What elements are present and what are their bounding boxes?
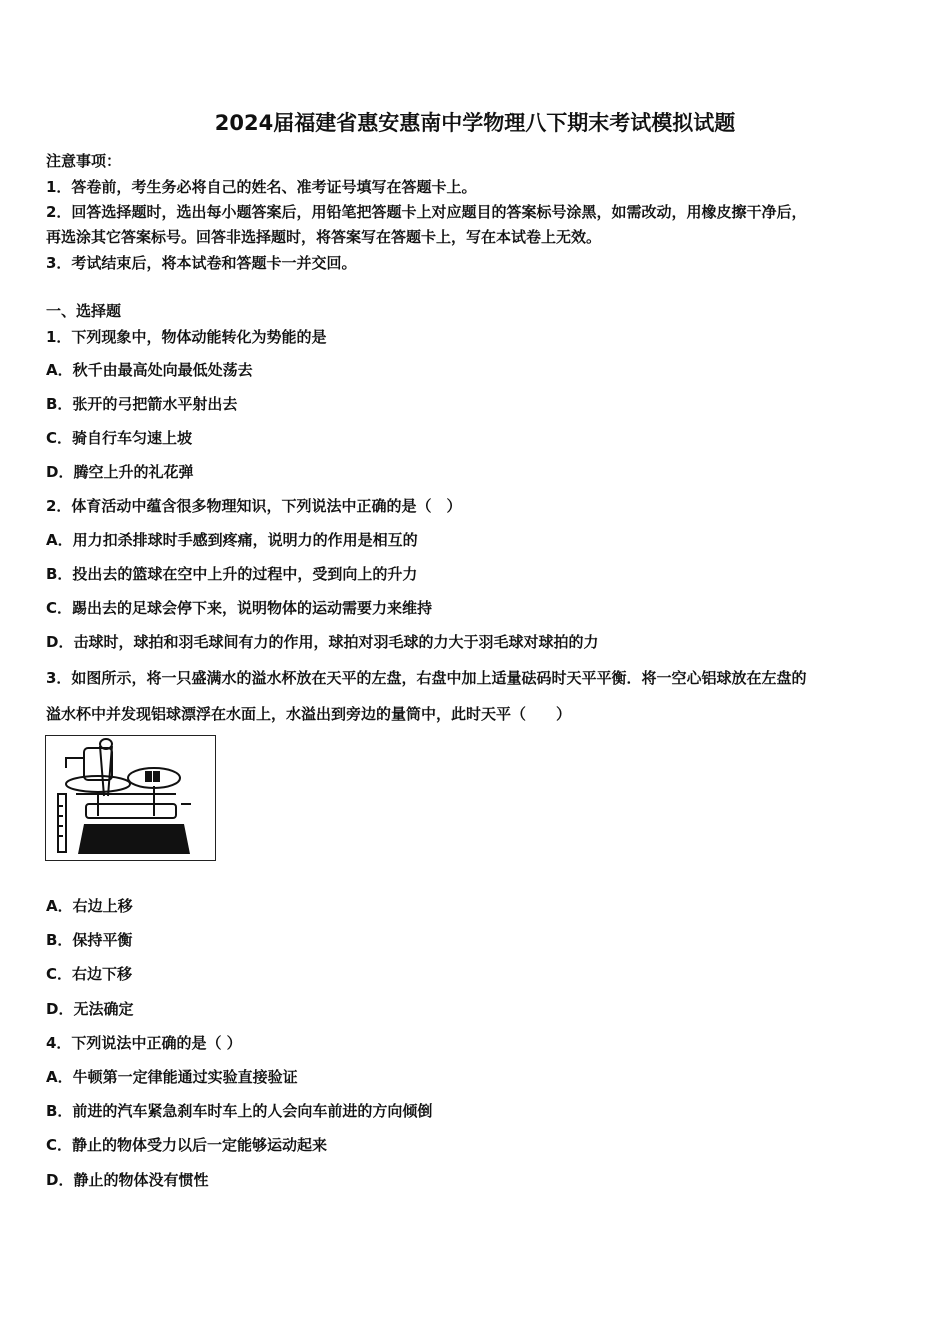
option: D．无法确定: [46, 1000, 134, 1018]
question-stem: 2．体育活动中蕴含很多物理知识，下列说法中正确的是（ ）: [46, 497, 462, 515]
balance-figure: [45, 735, 216, 861]
option: C．右边下移: [46, 965, 133, 983]
question-stem: 溢水杯中并发现铝球漂浮在水面上，水溢出到旁边的量筒中，此时天平（ ）: [46, 705, 572, 723]
option: D．静止的物体没有惯性: [46, 1171, 209, 1189]
notice-item: 1．答卷前，考生务必将自己的姓名、准考证号填写在答题卡上。: [46, 178, 477, 196]
option: D．击球时，球拍和羽毛球间有力的作用，球拍对羽毛球的力大于羽毛球对球拍的力: [46, 633, 599, 651]
option: A．秋千由最高处向最低处荡去: [46, 361, 253, 379]
option: B．投出去的篮球在空中上升的过程中，受到向上的升力: [46, 565, 418, 583]
question-stem: 4．下列说法中正确的是（ ）: [46, 1034, 242, 1052]
option: B．张开的弓把箭水平射出去: [46, 395, 238, 413]
document-title: 2024届福建省惠安惠南中学物理八下期末考试模拟试题: [214, 111, 736, 135]
question-stem: 1．下列现象中，物体动能转化为势能的是: [46, 328, 327, 346]
notice-item: 再选涂其它答案标号。回答非选择题时，将答案写在答题卡上，写在本试卷上无效。: [46, 228, 602, 246]
option: B．前进的汽车紧急刹车时车上的人会向车前进的方向倾倒: [46, 1102, 433, 1120]
notice-heading: 注意事项：: [46, 152, 122, 170]
option: B．保持平衡: [46, 931, 133, 949]
question-stem: 3．如图所示，将一只盛满水的溢水杯放在天平的左盘，右盘中加上适量砝码时天平平衡．将一空心铝球放在左盘的: [46, 669, 807, 687]
notice-item: 3．考试结束后，将本试卷和答题卡一并交回。: [46, 254, 357, 272]
option: C．骑自行车匀速上坡: [46, 429, 193, 447]
option: A．右边上移: [46, 897, 133, 915]
option: C．踢出去的足球会停下来，说明物体的运动需要力来维持: [46, 599, 433, 617]
option: A．用力扣杀排球时手感到疼痛，说明力的作用是相互的: [46, 531, 418, 549]
balance-scale-illustration: [46, 736, 214, 859]
option: D．腾空上升的礼花弹: [46, 463, 194, 481]
notice-item: 2．回答选择题时，选出每小题答案后，用铅笔把答题卡上对应题目的答案标号涂黑，如需改动，用橡皮擦干净后，: [46, 203, 807, 221]
option: A．牛顿第一定律能通过实验直接验证: [46, 1068, 298, 1086]
option: C．静止的物体受力以后一定能够运动起来: [46, 1136, 328, 1154]
section-heading: 一、选择题: [46, 302, 122, 320]
